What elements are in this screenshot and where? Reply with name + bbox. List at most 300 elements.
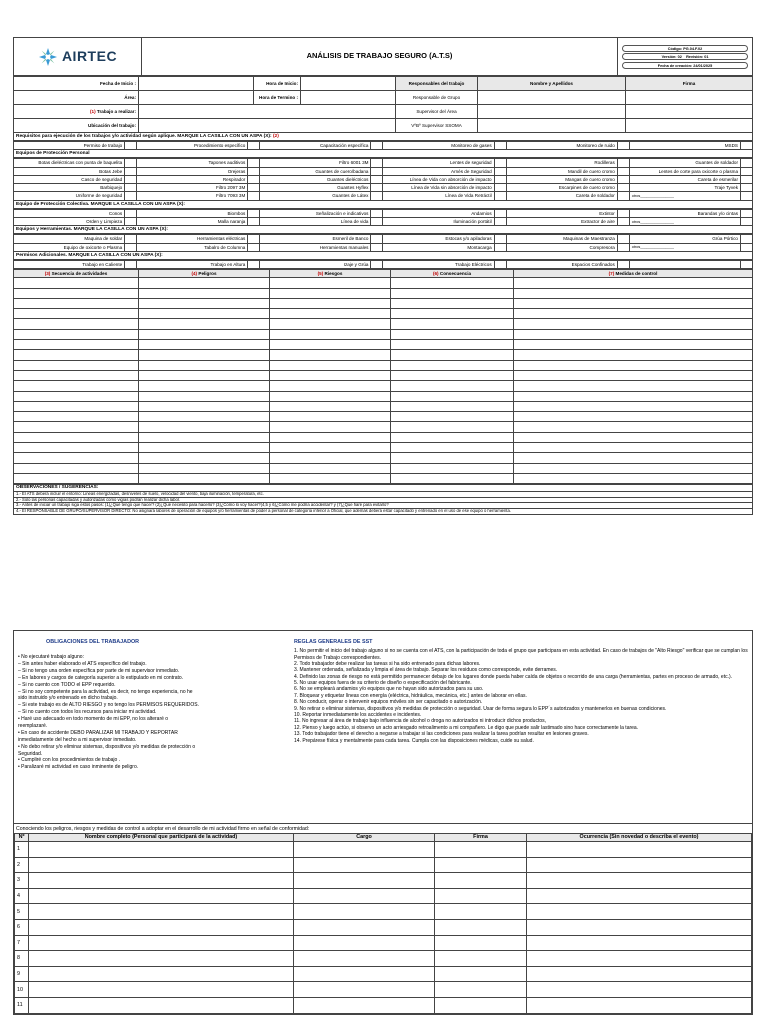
equipment-label: Conos: [14, 209, 125, 217]
checkbox[interactable]: [371, 218, 383, 226]
crew-occurrence-cell[interactable]: [527, 966, 752, 982]
crew-occurrence-cell[interactable]: [527, 935, 752, 951]
analysis-row: [14, 381, 753, 391]
crew-name-cell[interactable]: [29, 982, 294, 998]
end-time-field[interactable]: [301, 91, 396, 105]
analysis-cell[interactable]: [514, 381, 753, 391]
group-leader-signature[interactable]: [626, 91, 753, 105]
equipment-label: Guantes de cuero/badana: [260, 167, 371, 175]
equipment-label: Señalización e indicativos: [260, 209, 371, 217]
crew-signature-cell[interactable]: [435, 951, 527, 967]
general-rules: [294, 631, 752, 823]
rule-line: 5. No usar equipos fuera de su criterio de diseño o especificación del fabricante.: [294, 680, 472, 687]
crew-position-cell[interactable]: [294, 842, 435, 858]
crew-name-cell[interactable]: [29, 951, 294, 967]
crew-row: [15, 982, 752, 998]
crew-position-cell[interactable]: [294, 966, 435, 982]
checkbox[interactable]: [617, 159, 629, 167]
analysis-cell[interactable]: [270, 381, 391, 391]
crew-name-cell[interactable]: [29, 997, 294, 1013]
crew-position-cell[interactable]: [294, 857, 435, 873]
analysis-cell[interactable]: [270, 329, 391, 339]
analysis-cell[interactable]: [514, 350, 753, 360]
crew-occurrence-cell[interactable]: [527, 842, 752, 858]
checkbox[interactable]: [125, 192, 137, 200]
checkbox[interactable]: [741, 159, 753, 167]
analysis-cell[interactable]: [139, 288, 270, 298]
checkbox[interactable]: [617, 184, 629, 192]
req-label: Monitoreo de gases: [383, 142, 494, 150]
analysis-row: [14, 298, 753, 308]
doc-code: Código: PG.04.F.02: [622, 45, 748, 52]
equipment-label: Uniforme de seguridad: [14, 192, 125, 200]
crew-signature-cell[interactable]: [435, 904, 527, 920]
analysis-cell[interactable]: [391, 288, 514, 298]
crew-header-signature: Firma: [435, 834, 527, 842]
checkbox[interactable]: [617, 167, 629, 175]
checkbox[interactable]: [741, 243, 753, 251]
crew-occurrence-cell[interactable]: [527, 904, 752, 920]
checkbox[interactable]: [371, 167, 383, 175]
analysis-cell[interactable]: [139, 453, 270, 463]
checkbox[interactable]: [248, 175, 260, 183]
analysis-cell[interactable]: [270, 309, 391, 319]
checkbox[interactable]: [248, 159, 260, 167]
analysis-cell[interactable]: [139, 329, 270, 339]
other-label: otros________________: [629, 218, 740, 226]
crew-occurrence-cell[interactable]: [527, 919, 752, 935]
analysis-cell[interactable]: [139, 412, 270, 422]
crew-row: [15, 873, 752, 889]
analysis-cell[interactable]: [391, 432, 514, 442]
analysis-cell[interactable]: [270, 412, 391, 422]
checkbox[interactable]: [617, 142, 629, 150]
analysis-header-risks: (5) Riesgos: [270, 270, 391, 278]
observations: [13, 484, 753, 515]
analysis-row: [14, 473, 753, 483]
area-label: Área:: [14, 91, 139, 105]
crew-signature-cell[interactable]: [435, 857, 527, 873]
analysis-cell[interactable]: [391, 473, 514, 483]
rule-line: 10. Reportar inmediatamente los accidentes e incidentes.: [294, 712, 422, 719]
start-time-field[interactable]: [301, 77, 396, 91]
analysis-cell[interactable]: [391, 443, 514, 453]
analysis-cell[interactable]: [391, 381, 514, 391]
analysis-cell[interactable]: [514, 473, 753, 483]
analysis-row: [14, 401, 753, 411]
analysis-cell[interactable]: [391, 278, 514, 288]
analysis-header-consequence: (6) Consecuencia: [391, 270, 514, 278]
crew-row: [15, 935, 752, 951]
equipment-label: Careta de soldador: [506, 192, 617, 200]
crew-number: 2: [15, 857, 29, 873]
checkbox[interactable]: [741, 184, 753, 192]
analysis-cell[interactable]: [270, 453, 391, 463]
req-label: Monitoreo de ruido: [506, 142, 617, 150]
analysis-cell[interactable]: [139, 391, 270, 401]
analysis-row: [14, 360, 753, 370]
analysis-row: [14, 422, 753, 432]
analysis-cell[interactable]: [14, 401, 139, 411]
crew-name-cell[interactable]: [29, 873, 294, 889]
checkbox[interactable]: [617, 243, 629, 251]
crew-name-cell[interactable]: [29, 842, 294, 858]
analysis-cell[interactable]: [14, 422, 139, 432]
equipment-label: Mandil de cuero cromo: [506, 167, 617, 175]
checkbox[interactable]: [494, 243, 506, 251]
analysis-cell[interactable]: [14, 309, 139, 319]
checkbox[interactable]: [494, 167, 506, 175]
analysis-cell[interactable]: [514, 422, 753, 432]
crew-occurrence-cell[interactable]: [527, 951, 752, 967]
analysis-cell[interactable]: [391, 370, 514, 380]
checkbox[interactable]: [371, 243, 383, 251]
crew-number: 10: [15, 982, 29, 998]
analysis-cell[interactable]: [514, 432, 753, 442]
analysis-cell[interactable]: [270, 432, 391, 442]
analysis-cell[interactable]: [391, 340, 514, 350]
crew-header-occurrence: Ocurrencia (Sin novedad o describa el evento): [527, 834, 752, 842]
checkbox[interactable]: [617, 260, 629, 268]
checkbox[interactable]: [371, 209, 383, 217]
checkbox[interactable]: [248, 192, 260, 200]
analysis-cell[interactable]: [14, 319, 139, 329]
analysis-cell[interactable]: [139, 370, 270, 380]
observation-line: 4.- El RESPONSABLE DE GRUPO/SUPERVISOR DIRECTO: No asignará labores de operación de equipos y/o herramientas de poder a personal de categoría inferior a Oficial, que además deberá estar capacitado y entrenado en el uso de ese equipo o herramienta.: [14, 509, 753, 515]
crew-name-cell[interactable]: [29, 966, 294, 982]
equipment-label: Montacarga: [383, 243, 494, 251]
checkbox[interactable]: [617, 218, 629, 226]
analysis-cell[interactable]: [14, 360, 139, 370]
checkbox[interactable]: [248, 260, 260, 268]
analysis-cell[interactable]: [139, 432, 270, 442]
checkbox[interactable]: [494, 184, 506, 192]
analysis-cell[interactable]: [139, 381, 270, 391]
name-header: Nombre y Apellidos: [478, 77, 626, 91]
analysis-cell[interactable]: [139, 463, 270, 473]
checkbox[interactable]: [494, 260, 506, 268]
checkbox[interactable]: [371, 192, 383, 200]
crew-row: [15, 842, 752, 858]
analysis-header-activities: (3) Secuencia de actividades: [14, 270, 139, 278]
analysis-cell[interactable]: [514, 298, 753, 308]
analysis-cell[interactable]: [139, 319, 270, 329]
analysis-row: [14, 340, 753, 350]
location-field[interactable]: [139, 119, 396, 133]
permit-label: Izaje y Grúa: [260, 260, 371, 268]
crew-row: [15, 857, 752, 873]
analysis-row: [14, 329, 753, 339]
ppe-table: [13, 158, 753, 200]
analysis-cell[interactable]: [14, 463, 139, 473]
checkbox[interactable]: [125, 175, 137, 183]
rule-line: 8. No conducir, operar o intervenir equipos móviles sin ser capacitado o autorización.: [294, 699, 483, 706]
analysis-cell[interactable]: [14, 473, 139, 483]
analysis-cell[interactable]: [139, 360, 270, 370]
analysis-cell[interactable]: [514, 391, 753, 401]
analysis-cell[interactable]: [391, 401, 514, 411]
analysis-cell[interactable]: [391, 463, 514, 473]
analysis-cell[interactable]: [14, 350, 139, 360]
checkbox[interactable]: [371, 175, 383, 183]
analysis-cell[interactable]: [391, 319, 514, 329]
equipment-label: Tabalro de Columna: [137, 243, 248, 251]
checkbox[interactable]: [494, 142, 506, 150]
checkbox[interactable]: [248, 167, 260, 175]
analysis-cell[interactable]: [270, 298, 391, 308]
checkbox[interactable]: [125, 159, 137, 167]
analysis-cell[interactable]: [514, 401, 753, 411]
analysis-cell[interactable]: [514, 329, 753, 339]
crew-signature-cell[interactable]: [435, 935, 527, 951]
analysis-cell[interactable]: [14, 278, 139, 288]
analysis-cell[interactable]: [391, 309, 514, 319]
analysis-cell[interactable]: [14, 443, 139, 453]
crew-name-cell[interactable]: [29, 857, 294, 873]
crew-name-cell[interactable]: [29, 935, 294, 951]
start-date-label: Fecha de Inicio :: [14, 77, 139, 91]
checkbox[interactable]: [741, 235, 753, 243]
checkbox[interactable]: [494, 218, 506, 226]
checkbox[interactable]: [248, 235, 260, 243]
checkbox[interactable]: [125, 167, 137, 175]
crew-occurrence-cell[interactable]: [527, 888, 752, 904]
checkbox[interactable]: [248, 209, 260, 217]
area-supervisor-name[interactable]: [478, 105, 626, 119]
rules-box: [13, 630, 753, 824]
checkbox[interactable]: [741, 167, 753, 175]
analysis-cell[interactable]: [14, 288, 139, 298]
analysis-cell[interactable]: [391, 350, 514, 360]
analysis-cell[interactable]: [270, 463, 391, 473]
crew-header-position: Cargo: [294, 834, 435, 842]
checkbox[interactable]: [494, 209, 506, 217]
analysis-cell[interactable]: [270, 422, 391, 432]
obligation-line: – Si no cuento con TODO el EPP requerido.: [18, 681, 116, 688]
equipment-label: Rodilleras: [506, 159, 617, 167]
logo-cell: [14, 38, 142, 76]
analysis-cell[interactable]: [270, 401, 391, 411]
analysis-cell[interactable]: [391, 391, 514, 401]
checkbox[interactable]: [371, 159, 383, 167]
analysis-cell[interactable]: [270, 370, 391, 380]
crew-signature-cell[interactable]: [435, 888, 527, 904]
crew-signature-cell[interactable]: [435, 919, 527, 935]
checkbox[interactable]: [125, 209, 137, 217]
analysis-cell[interactable]: [14, 381, 139, 391]
checkbox[interactable]: [741, 209, 753, 217]
checkbox[interactable]: [125, 260, 137, 268]
doc-control: [618, 38, 753, 76]
analysis-row: [14, 288, 753, 298]
req-label: Capacitación específica: [260, 142, 371, 150]
equipment-label: Orden y Limpieza: [14, 218, 125, 226]
analysis-cell[interactable]: [270, 319, 391, 329]
checkbox[interactable]: [125, 184, 137, 192]
group-leader-name[interactable]: [478, 91, 626, 105]
checkbox[interactable]: [741, 218, 753, 226]
analysis-cell[interactable]: [270, 278, 391, 288]
analysis-row: [14, 319, 753, 329]
analysis-cell[interactable]: [139, 473, 270, 483]
analysis-cell[interactable]: [514, 463, 753, 473]
task-field[interactable]: [139, 105, 396, 119]
analysis-cell[interactable]: [514, 288, 753, 298]
analysis-cell[interactable]: [139, 443, 270, 453]
analysis-cell[interactable]: [139, 298, 270, 308]
ppe-title: Equipos de Protección Personal: [13, 150, 753, 158]
area-supervisor-signature[interactable]: [626, 105, 753, 119]
analysis-cell[interactable]: [14, 340, 139, 350]
observation-line: 2.- Solo las personas capacitadas y autorizadas como vigías podrán realizar dicha labor.: [14, 497, 753, 503]
crew-signature-cell[interactable]: [435, 966, 527, 982]
checkbox[interactable]: [494, 159, 506, 167]
analysis-cell[interactable]: [14, 329, 139, 339]
analysis-cell[interactable]: [514, 360, 753, 370]
crew-row: [15, 904, 752, 920]
checkbox[interactable]: [248, 243, 260, 251]
analysis-cell[interactable]: [139, 278, 270, 288]
equipment-label: Compresora: [506, 243, 617, 251]
analysis-cell[interactable]: [270, 443, 391, 453]
analysis-cell[interactable]: [14, 391, 139, 401]
analysis-cell[interactable]: [270, 340, 391, 350]
analysis-cell[interactable]: [139, 401, 270, 411]
crew-occurrence-cell[interactable]: [527, 857, 752, 873]
checkbox[interactable]: [248, 142, 260, 150]
checkbox[interactable]: [125, 235, 137, 243]
crew-position-cell[interactable]: [294, 888, 435, 904]
crew-position-cell[interactable]: [294, 935, 435, 951]
checkbox[interactable]: [125, 218, 137, 226]
ssoma-name[interactable]: [478, 119, 626, 133]
checkbox[interactable]: [248, 218, 260, 226]
rule-line: 7. Bloquear y etiquetar líneas con energía (eléctrica, hidráulica, mecánica, etc.) antes de laborar en ellas.: [294, 692, 527, 699]
checkbox[interactable]: [371, 142, 383, 150]
analysis-cell[interactable]: [139, 350, 270, 360]
analysis-cell[interactable]: [514, 319, 753, 329]
crew-occurrence-cell[interactable]: [527, 873, 752, 889]
analysis-cell[interactable]: [14, 412, 139, 422]
checkbox[interactable]: [248, 184, 260, 192]
analysis-cell[interactable]: [514, 443, 753, 453]
crew-position-cell[interactable]: [294, 873, 435, 889]
crew-name-cell[interactable]: [29, 904, 294, 920]
analysis-cell[interactable]: [270, 391, 391, 401]
crew-signature-cell[interactable]: [435, 873, 527, 889]
crew-number: 1: [15, 842, 29, 858]
equipment-label: Andamios: [383, 209, 494, 217]
analysis-cell[interactable]: [14, 453, 139, 463]
checkbox[interactable]: [125, 142, 137, 150]
crew-position-cell[interactable]: [294, 919, 435, 935]
equipment-label: Mangas de cuero cromo: [506, 175, 617, 183]
checkbox[interactable]: [741, 192, 753, 200]
checkbox[interactable]: [494, 235, 506, 243]
ats-form: [13, 37, 753, 515]
analysis-cell[interactable]: [139, 340, 270, 350]
analysis-cell[interactable]: [514, 340, 753, 350]
analysis-cell[interactable]: [14, 432, 139, 442]
permits-table: [13, 260, 753, 269]
crew-header-name: Nombre completo (Personal que participará de la actividad): [29, 834, 294, 842]
analysis-cell[interactable]: [514, 453, 753, 463]
obligation-line: – Sin antes haber elaborado el ATS específico del trabajo.: [18, 661, 147, 668]
crew-signature-cell[interactable]: [435, 997, 527, 1013]
tools-table: [13, 234, 753, 252]
crew-position-cell[interactable]: [294, 982, 435, 998]
analysis-cell[interactable]: [514, 412, 753, 422]
equipment-label: Esmeril de Banco: [260, 235, 371, 243]
analysis-cell[interactable]: [391, 422, 514, 432]
rule-line: 11. No ingresar al área de trabajo bajo influencia de alcohol o droga no autorizados ni introducir dichos productos,: [294, 718, 547, 725]
crew-position-cell[interactable]: [294, 997, 435, 1013]
analysis-cell[interactable]: [270, 360, 391, 370]
analysis-cell[interactable]: [391, 412, 514, 422]
crew-position-cell[interactable]: [294, 951, 435, 967]
checkbox[interactable]: [371, 184, 383, 192]
checkbox[interactable]: [741, 175, 753, 183]
checkbox[interactable]: [371, 260, 383, 268]
collective-title: Equipo de Protección Colectiva. MARQUE LA CASILLA CON UN ASPA (X):: [13, 201, 753, 209]
checkbox[interactable]: [494, 192, 506, 200]
ssoma-signature[interactable]: [626, 119, 753, 133]
analysis-cell[interactable]: [270, 350, 391, 360]
checkbox[interactable]: [617, 175, 629, 183]
analysis-cell[interactable]: [14, 298, 139, 308]
obligation-line: • No ejecutaré trabajo alguno:: [18, 654, 84, 661]
analysis-cell[interactable]: [391, 298, 514, 308]
checkbox[interactable]: [125, 243, 137, 251]
crew-name-cell[interactable]: [29, 888, 294, 904]
analysis-cell[interactable]: [270, 288, 391, 298]
other-label: otros________________: [629, 243, 740, 251]
analysis-cell[interactable]: [139, 422, 270, 432]
crew-signature-cell[interactable]: [435, 842, 527, 858]
crew-occurrence-cell[interactable]: [527, 997, 752, 1013]
analysis-cell[interactable]: [391, 329, 514, 339]
analysis-cell[interactable]: [14, 370, 139, 380]
acknowledgement-box: [13, 824, 753, 1015]
crew-signature-cell[interactable]: [435, 982, 527, 998]
analysis-cell[interactable]: [391, 453, 514, 463]
checkbox[interactable]: [617, 192, 629, 200]
crew-position-cell[interactable]: [294, 904, 435, 920]
crew-name-cell[interactable]: [29, 919, 294, 935]
analysis-cell[interactable]: [270, 473, 391, 483]
analysis-cell[interactable]: [139, 309, 270, 319]
checkbox[interactable]: [617, 235, 629, 243]
area-field[interactable]: [139, 91, 254, 105]
crew-occurrence-cell[interactable]: [527, 982, 752, 998]
checkbox[interactable]: [617, 209, 629, 217]
checkbox[interactable]: [494, 175, 506, 183]
analysis-cell[interactable]: [514, 309, 753, 319]
equipment-label: Línea de Vida sin absorción de impacto: [383, 184, 494, 192]
equipment-label: Biombos: [137, 209, 248, 217]
analysis-cell[interactable]: [514, 370, 753, 380]
equipment-label: Barandas y/o cintas: [629, 209, 740, 217]
form-title: ANÁLISIS DE TRABAJO SEGURO (A.T.S): [142, 38, 618, 76]
checkbox[interactable]: [741, 142, 753, 150]
checkbox[interactable]: [371, 235, 383, 243]
ats-back-page: [13, 630, 753, 1015]
analysis-cell[interactable]: [514, 278, 753, 288]
analysis-header-hazards: (4) Peligros: [139, 270, 270, 278]
start-date-field[interactable]: [139, 77, 254, 91]
analysis-cell[interactable]: [391, 360, 514, 370]
equipment-label: Iluminación portátil: [383, 218, 494, 226]
